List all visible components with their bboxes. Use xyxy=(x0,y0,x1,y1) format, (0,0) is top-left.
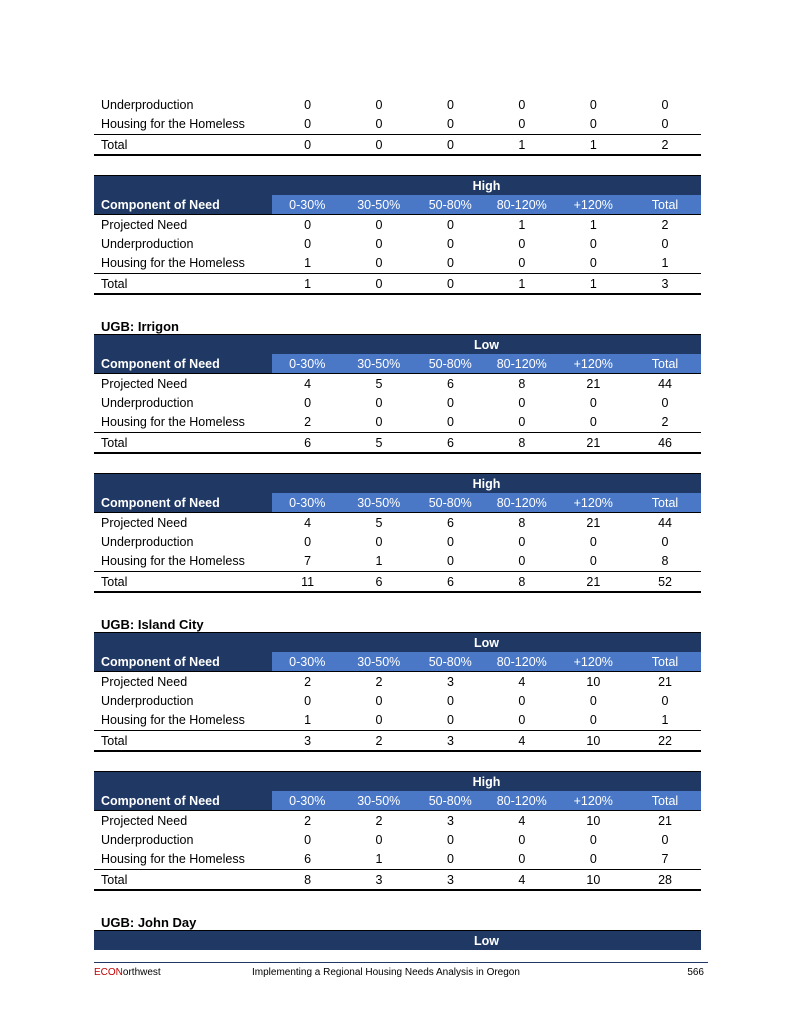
scenario-band xyxy=(94,632,701,652)
row-label: Projected Need xyxy=(101,674,188,689)
row-value: 21 xyxy=(658,674,672,689)
row-value: 0 xyxy=(446,414,454,429)
row-label: Underproduction xyxy=(101,236,194,251)
column-header: 80-120% xyxy=(496,793,547,808)
row-value: 1 xyxy=(589,276,597,291)
row-value: 7 xyxy=(661,851,669,866)
row-value: 0 xyxy=(375,217,383,232)
column-header: 30-50% xyxy=(357,793,401,808)
row-value: 4 xyxy=(304,376,312,391)
row-value: 6 xyxy=(446,376,454,391)
row-value: 0 xyxy=(589,553,597,568)
row-value: 0 xyxy=(446,116,454,131)
row-label: Projected Need xyxy=(101,515,188,530)
row-value: 8 xyxy=(518,435,526,450)
spacer xyxy=(94,156,701,175)
row-value: 0 xyxy=(589,236,597,251)
row-value: 0 xyxy=(375,693,383,708)
row-value: 0 xyxy=(304,534,312,549)
ugb-section-john-day xyxy=(94,891,701,950)
row-value: 0 xyxy=(304,236,312,251)
row-value: 0 xyxy=(375,255,383,270)
row-value: 3 xyxy=(375,872,383,887)
column-header-component: Component of Need xyxy=(94,791,272,810)
row-label: Total xyxy=(101,574,128,589)
column-header: 0-30% xyxy=(289,197,326,212)
tables-container xyxy=(94,156,701,891)
table-row xyxy=(94,234,701,253)
row-value: 0 xyxy=(661,534,669,549)
row-value: 0 xyxy=(518,395,526,410)
row-value: 0 xyxy=(446,395,454,410)
brand-rest: orthwest xyxy=(122,966,161,978)
row-label: Housing for the Homeless xyxy=(101,116,245,131)
row-label: Projected Need xyxy=(101,376,188,391)
column-header: 80-120% xyxy=(496,495,547,510)
row-value: 6 xyxy=(446,515,454,530)
row-value: 0 xyxy=(446,832,454,847)
row-value: 0 xyxy=(446,553,454,568)
row-value: 0 xyxy=(518,97,526,112)
row-label: Projected Need xyxy=(101,217,188,232)
table-row xyxy=(94,811,701,830)
row-value: 7 xyxy=(304,553,312,568)
row-value: 2 xyxy=(304,414,312,429)
row-label: Underproduction xyxy=(101,832,194,847)
total-row xyxy=(94,730,701,752)
column-header: Total xyxy=(651,654,679,669)
row-label: Total xyxy=(101,872,128,887)
row-value: 0 xyxy=(304,395,312,410)
row-value: 2 xyxy=(304,674,312,689)
row-value: 4 xyxy=(518,813,526,828)
row-value: 21 xyxy=(586,376,601,391)
column-header: +120% xyxy=(573,793,613,808)
table-row xyxy=(94,672,701,691)
row-value: 0 xyxy=(375,97,383,112)
row-label: Housing for the Homeless xyxy=(101,851,245,866)
row-value: 21 xyxy=(658,813,672,828)
row-value: 0 xyxy=(589,832,597,847)
row-value: 2 xyxy=(304,813,312,828)
row-value: 0 xyxy=(446,255,454,270)
row-value: 11 xyxy=(301,574,315,589)
row-value: 0 xyxy=(375,276,383,291)
row-value: 1 xyxy=(589,217,597,232)
scenario-label: High xyxy=(472,774,501,789)
row-value: 0 xyxy=(518,255,526,270)
row-value: 2 xyxy=(375,733,383,748)
column-header: Total xyxy=(651,793,679,808)
row-value: 0 xyxy=(589,116,597,131)
column-header-component: Component of Need xyxy=(94,195,272,214)
column-header: 0-30% xyxy=(289,793,326,808)
scenario-band xyxy=(94,930,701,950)
row-value: 1 xyxy=(304,712,312,727)
row-value: 0 xyxy=(518,236,526,251)
row-value: 1 xyxy=(518,217,526,232)
row-label: Projected Need xyxy=(101,813,188,828)
total-row xyxy=(94,869,701,891)
row-value: 21 xyxy=(586,435,601,450)
row-value: 0 xyxy=(375,712,383,727)
table-row xyxy=(94,691,701,710)
scenario-band xyxy=(94,473,701,493)
row-value: 0 xyxy=(446,236,454,251)
row-value: 0 xyxy=(446,217,454,232)
table-row xyxy=(94,95,701,114)
row-value: 8 xyxy=(661,553,669,568)
row-value: 0 xyxy=(375,137,383,152)
row-value: 8 xyxy=(304,872,312,887)
column-header: 80-120% xyxy=(496,654,547,669)
row-value: 0 xyxy=(518,553,526,568)
row-value: 0 xyxy=(589,693,597,708)
row-value: 0 xyxy=(375,116,383,131)
scenario-label: Low xyxy=(474,933,499,948)
row-value: 0 xyxy=(589,255,597,270)
row-value: 0 xyxy=(446,276,454,291)
row-value: 1 xyxy=(375,553,383,568)
column-header: 0-30% xyxy=(289,495,326,510)
need-table xyxy=(94,156,701,295)
row-value: 2 xyxy=(661,414,669,429)
row-value: 2 xyxy=(375,813,383,828)
row-value: 6 xyxy=(446,574,454,589)
row-label: Housing for the Homeless xyxy=(101,712,245,727)
row-value: 0 xyxy=(446,137,454,152)
row-label: Housing for the Homeless xyxy=(101,553,245,568)
table-row xyxy=(94,412,701,431)
table-header xyxy=(94,493,701,513)
spacer xyxy=(94,891,701,910)
table-row xyxy=(94,393,701,412)
row-value: 44 xyxy=(658,515,672,530)
footer-title: Implementing a Regional Housing Needs Analysis in Oregon xyxy=(252,966,520,978)
total-row xyxy=(94,134,701,156)
column-header: 50-80% xyxy=(428,793,472,808)
row-value: 5 xyxy=(375,435,383,450)
column-header-component: Component of Need xyxy=(94,652,272,671)
page-footer xyxy=(94,962,708,981)
row-value: 3 xyxy=(446,813,454,828)
row-value: 0 xyxy=(446,693,454,708)
column-header: Total xyxy=(651,197,679,212)
table-row xyxy=(94,849,701,868)
scenario-label: High xyxy=(472,476,501,491)
scenario-label: Low xyxy=(474,635,499,650)
row-value: 10 xyxy=(586,674,601,689)
row-value: 0 xyxy=(518,414,526,429)
column-header-component: Component of Need xyxy=(94,493,272,512)
row-label: Underproduction xyxy=(101,534,194,549)
row-value: 0 xyxy=(375,395,383,410)
table-row xyxy=(94,253,701,272)
row-value: 1 xyxy=(375,851,383,866)
row-value: 0 xyxy=(375,236,383,251)
row-value: 0 xyxy=(661,395,669,410)
table-header xyxy=(94,195,701,215)
row-value: 21 xyxy=(586,515,601,530)
column-headers xyxy=(272,354,702,373)
column-header: 80-120% xyxy=(496,197,547,212)
row-label: Underproduction xyxy=(101,395,194,410)
need-table xyxy=(94,752,701,891)
row-label: Housing for the Homeless xyxy=(101,414,245,429)
table-row xyxy=(94,532,701,551)
column-header: 0-30% xyxy=(289,356,326,371)
total-row xyxy=(94,571,701,593)
table-header xyxy=(94,354,701,374)
table-row xyxy=(94,374,701,393)
row-value: 0 xyxy=(518,851,526,866)
row-value: 0 xyxy=(589,851,597,866)
row-value: 0 xyxy=(446,851,454,866)
row-value: 0 xyxy=(446,534,454,549)
row-value: 2 xyxy=(375,674,383,689)
row-value: 0 xyxy=(304,97,312,112)
footer-brand xyxy=(94,967,252,978)
column-header: +120% xyxy=(573,654,613,669)
row-value: 0 xyxy=(518,712,526,727)
need-table xyxy=(94,295,701,454)
row-value: 0 xyxy=(589,395,597,410)
column-header-component: Component of Need xyxy=(94,354,272,373)
total-row xyxy=(94,432,701,454)
column-headers xyxy=(272,652,702,671)
total-row xyxy=(94,273,701,295)
row-value: 0 xyxy=(589,712,597,727)
page-number: 566 xyxy=(687,966,704,978)
row-value: 0 xyxy=(446,712,454,727)
ugb-heading: UGB: John Day xyxy=(101,915,197,930)
column-header: 50-80% xyxy=(428,495,472,510)
table-row xyxy=(94,830,701,849)
row-value: 0 xyxy=(304,137,312,152)
row-value: 0 xyxy=(518,116,526,131)
row-value: 0 xyxy=(518,693,526,708)
row-value: 21 xyxy=(586,574,601,589)
row-value: 1 xyxy=(589,137,597,152)
row-value: 1 xyxy=(304,276,312,291)
column-header: 80-120% xyxy=(496,356,547,371)
row-value: 0 xyxy=(661,832,669,847)
row-value: 0 xyxy=(661,116,669,131)
column-header: Total xyxy=(651,495,679,510)
scenario-label: Low xyxy=(474,337,499,352)
row-value: 0 xyxy=(304,217,312,232)
spacer xyxy=(94,454,701,473)
brand-econ: ECON xyxy=(94,966,123,978)
row-value: 4 xyxy=(304,515,312,530)
row-value: 0 xyxy=(589,534,597,549)
row-value: 2 xyxy=(661,137,669,152)
row-value: 0 xyxy=(589,414,597,429)
table-fragment xyxy=(94,95,701,156)
column-header: 50-80% xyxy=(428,197,472,212)
column-header: 30-50% xyxy=(357,356,401,371)
spacer xyxy=(94,295,701,314)
column-headers xyxy=(272,195,702,214)
table-header xyxy=(94,652,701,672)
row-value: 28 xyxy=(658,872,672,887)
table-row xyxy=(94,551,701,570)
row-value: 0 xyxy=(446,97,454,112)
row-value: 6 xyxy=(304,851,312,866)
column-headers xyxy=(272,493,702,512)
row-value: 5 xyxy=(375,515,383,530)
row-label: Total xyxy=(101,733,128,748)
row-value: 8 xyxy=(518,574,526,589)
row-value: 10 xyxy=(586,872,601,887)
column-header: 0-30% xyxy=(289,654,326,669)
row-value: 2 xyxy=(661,217,669,232)
row-value: 3 xyxy=(446,674,454,689)
row-value: 3 xyxy=(446,872,454,887)
row-value: 1 xyxy=(304,255,312,270)
table-row xyxy=(94,710,701,729)
row-value: 10 xyxy=(586,733,601,748)
row-value: 6 xyxy=(304,435,312,450)
row-value: 0 xyxy=(661,693,669,708)
row-value: 0 xyxy=(304,693,312,708)
row-value: 8 xyxy=(518,376,526,391)
row-value: 46 xyxy=(658,435,672,450)
ugb-heading: UGB: Island City xyxy=(101,617,204,632)
row-value: 1 xyxy=(661,712,669,727)
row-label: Underproduction xyxy=(101,693,194,708)
table-row xyxy=(94,114,701,133)
spacer xyxy=(94,752,701,771)
row-value: 4 xyxy=(518,674,526,689)
row-value: 0 xyxy=(661,236,669,251)
table-header xyxy=(94,791,701,811)
scenario-band xyxy=(94,334,701,354)
row-value: 0 xyxy=(304,832,312,847)
row-label: Total xyxy=(101,435,128,450)
column-header: 30-50% xyxy=(357,197,401,212)
column-header: Total xyxy=(651,356,679,371)
row-label: Housing for the Homeless xyxy=(101,255,245,270)
row-value: 1 xyxy=(518,137,526,152)
scenario-band xyxy=(94,175,701,195)
column-header: +120% xyxy=(573,197,613,212)
table-row xyxy=(94,215,701,234)
row-value: 0 xyxy=(518,832,526,847)
column-header: 50-80% xyxy=(428,356,472,371)
row-value: 0 xyxy=(375,534,383,549)
row-value: 10 xyxy=(586,813,601,828)
row-label: Total xyxy=(101,137,128,152)
column-headers xyxy=(272,791,702,810)
row-value: 0 xyxy=(304,116,312,131)
row-value: 0 xyxy=(375,414,383,429)
column-header: 30-50% xyxy=(357,654,401,669)
ugb-heading: UGB: Irrigon xyxy=(101,319,179,334)
need-table xyxy=(94,454,701,593)
row-value: 44 xyxy=(658,376,672,391)
column-header: +120% xyxy=(573,356,613,371)
row-value: 8 xyxy=(518,515,526,530)
row-value: 3 xyxy=(304,733,312,748)
row-value: 3 xyxy=(446,733,454,748)
column-header: 30-50% xyxy=(357,495,401,510)
row-value: 0 xyxy=(589,97,597,112)
column-header: 50-80% xyxy=(428,654,472,669)
row-value: 0 xyxy=(375,832,383,847)
row-value: 22 xyxy=(658,733,672,748)
spacer xyxy=(94,593,701,612)
row-value: 6 xyxy=(446,435,454,450)
document-page xyxy=(94,95,701,950)
row-value: 0 xyxy=(518,534,526,549)
scenario-label: High xyxy=(472,178,501,193)
row-value: 52 xyxy=(658,574,672,589)
need-table xyxy=(94,593,701,752)
row-value: 3 xyxy=(661,276,669,291)
table-row xyxy=(94,513,701,532)
column-header: +120% xyxy=(573,495,613,510)
row-value: 0 xyxy=(661,97,669,112)
row-label: Underproduction xyxy=(101,97,194,112)
row-value: 1 xyxy=(518,276,526,291)
row-value: 6 xyxy=(375,574,383,589)
row-label: Total xyxy=(101,276,128,291)
row-value: 4 xyxy=(518,872,526,887)
scenario-band xyxy=(94,771,701,791)
row-value: 4 xyxy=(518,733,526,748)
row-value: 5 xyxy=(375,376,383,391)
row-value: 1 xyxy=(661,255,669,270)
